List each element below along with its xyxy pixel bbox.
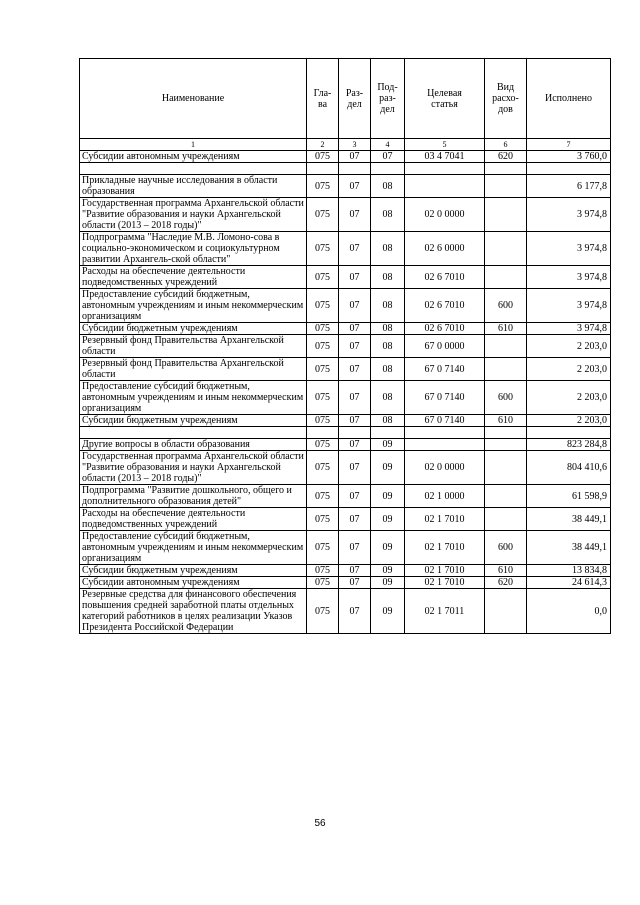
cell-name: Субсидии бюджетным учреждениям: [80, 415, 307, 427]
cell-name: Подпрограмма "Развитие дошкольного, общего и дополнительного образования детей": [80, 485, 307, 508]
cell-name: Субсидии бюджетным учреждениям: [80, 323, 307, 335]
cell-name: Резервный фонд Правительства Архангельской области: [80, 335, 307, 358]
cell-podrazdel: 08: [371, 198, 405, 232]
cell-vid: [485, 175, 527, 198]
cell-glava: 075: [307, 589, 339, 634]
table-row: [80, 323, 611, 335]
cell-vid: 620: [485, 577, 527, 589]
cell-stat: [405, 439, 485, 451]
table-row: [80, 565, 611, 577]
table-row: [80, 577, 611, 589]
cell-podrazdel: 09: [371, 565, 405, 577]
cell-glava: 075: [307, 323, 339, 335]
cell-name: Подпрограмма "Наследие М.В. Ломоно-сова в социально-экономическом и социокультурном развитии Архангель-ской области": [80, 232, 307, 266]
table-row: [80, 508, 611, 531]
cell-amount: 6 177,8: [527, 175, 611, 198]
cell-razdel: 07: [339, 485, 371, 508]
cell-stat: 02 1 7010: [405, 531, 485, 565]
cell-glava: 075: [307, 151, 339, 163]
spacer-cell: [339, 427, 371, 439]
cell-podrazdel: 08: [371, 335, 405, 358]
cell-razdel: 07: [339, 415, 371, 427]
cell-stat: 67 0 7140: [405, 381, 485, 415]
cell-vid: 610: [485, 415, 527, 427]
spacer-cell: [527, 427, 611, 439]
cell-amount: 3 974,8: [527, 198, 611, 232]
table-row: [80, 175, 611, 198]
cell-vid: 600: [485, 289, 527, 323]
cell-stat: [405, 175, 485, 198]
cell-razdel: 07: [339, 565, 371, 577]
table-row: [80, 485, 611, 508]
cell-amount: 2 203,0: [527, 335, 611, 358]
cell-amount: 3 760,0: [527, 151, 611, 163]
cell-name: Субсидии автономным учреждениям: [80, 577, 307, 589]
cell-vid: 610: [485, 565, 527, 577]
cell-vid: 610: [485, 323, 527, 335]
cell-name: Субсидии бюджетным учреждениям: [80, 565, 307, 577]
cell-stat: 02 1 7010: [405, 508, 485, 531]
table-row: [80, 358, 611, 381]
cell-glava: 075: [307, 531, 339, 565]
cell-name: Другие вопросы в области образования: [80, 439, 307, 451]
cell-stat: 02 1 7010: [405, 565, 485, 577]
table-row: [80, 335, 611, 358]
cell-amount: 38 449,1: [527, 531, 611, 565]
cell-amount: 38 449,1: [527, 508, 611, 531]
cell-stat: 02 6 7010: [405, 266, 485, 289]
cell-name: Резервный фонд Правительства Архангельской области: [80, 358, 307, 381]
cell-glava: 075: [307, 439, 339, 451]
cell-vid: [485, 232, 527, 266]
cell-vid: [485, 439, 527, 451]
cell-razdel: 07: [339, 451, 371, 485]
cell-amount: 2 203,0: [527, 381, 611, 415]
cell-vid: [485, 358, 527, 381]
cell-amount: 3 974,8: [527, 232, 611, 266]
table-row: [80, 439, 611, 451]
cell-podrazdel: 07: [371, 151, 405, 163]
cell-stat: 02 0 0000: [405, 451, 485, 485]
cell-name: Субсидии автономным учреждениям: [80, 151, 307, 163]
spacer-cell: [80, 427, 307, 439]
cell-razdel: 07: [339, 151, 371, 163]
cell-amount: 3 974,8: [527, 323, 611, 335]
cell-podrazdel: 09: [371, 577, 405, 589]
cell-vid: [485, 266, 527, 289]
cell-name: Государственная программа Архангельской области "Развитие образования и науки Архангельской области (2013 – 2018 годы)": [80, 451, 307, 485]
cell-glava: 075: [307, 266, 339, 289]
cell-amount: 61 598,9: [527, 485, 611, 508]
cell-razdel: 07: [339, 232, 371, 266]
spacer-cell: [405, 427, 485, 439]
table-row: [80, 531, 611, 565]
cell-amount: 3 974,8: [527, 289, 611, 323]
cell-razdel: 07: [339, 589, 371, 634]
spacer-cell: [80, 163, 307, 175]
cell-vid: 620: [485, 151, 527, 163]
cell-razdel: 07: [339, 266, 371, 289]
cell-amount: 13 834,8: [527, 565, 611, 577]
column-index: 1: [80, 139, 307, 151]
cell-podrazdel: 08: [371, 266, 405, 289]
cell-razdel: 07: [339, 577, 371, 589]
cell-name: Резервные средства для финансового обеспечения повышения средней заработной платы отдельных категорий работников в целях реализации Указов Президента Российской Федерации: [80, 589, 307, 634]
spacer-cell: [371, 427, 405, 439]
spacer-cell: [527, 163, 611, 175]
cell-glava: 075: [307, 415, 339, 427]
cell-name: Прикладные научные исследования в области образования: [80, 175, 307, 198]
cell-glava: 075: [307, 485, 339, 508]
cell-razdel: 07: [339, 198, 371, 232]
cell-podrazdel: 09: [371, 439, 405, 451]
cell-glava: 075: [307, 451, 339, 485]
cell-vid: [485, 335, 527, 358]
table-row: [80, 266, 611, 289]
cell-glava: 075: [307, 232, 339, 266]
spacer-cell: [371, 163, 405, 175]
column-index: 5: [405, 139, 485, 151]
header-name: Наименование: [80, 59, 307, 139]
cell-vid: [485, 451, 527, 485]
cell-name: Предоставление субсидий бюджетным, автономным учреждениям и иным некоммерческим организациям: [80, 381, 307, 415]
expenditure-table: [79, 58, 611, 634]
cell-razdel: 07: [339, 323, 371, 335]
cell-name: Расходы на обеспечение деятельности подведомственных учреждений: [80, 266, 307, 289]
cell-stat: 02 0 0000: [405, 198, 485, 232]
table-header-row: [80, 59, 611, 139]
cell-podrazdel: 09: [371, 508, 405, 531]
table-row: [80, 589, 611, 634]
cell-vid: [485, 198, 527, 232]
cell-podrazdel: 08: [371, 289, 405, 323]
cell-razdel: 07: [339, 175, 371, 198]
cell-razdel: 07: [339, 335, 371, 358]
page-number: 56: [314, 818, 326, 829]
cell-amount: 3 974,8: [527, 266, 611, 289]
cell-podrazdel: 08: [371, 175, 405, 198]
column-index-row: [80, 139, 611, 151]
cell-razdel: 07: [339, 439, 371, 451]
table-row: [80, 451, 611, 485]
column-index: 7: [527, 139, 611, 151]
cell-glava: 075: [307, 565, 339, 577]
cell-glava: 075: [307, 577, 339, 589]
spacer-cell: [485, 163, 527, 175]
cell-amount: 2 203,0: [527, 415, 611, 427]
cell-stat: 02 6 0000: [405, 232, 485, 266]
cell-name: Расходы на обеспечение деятельности подведомственных учреждений: [80, 508, 307, 531]
cell-razdel: 07: [339, 531, 371, 565]
header-isp: Исполнено: [527, 59, 611, 139]
cell-podrazdel: 08: [371, 232, 405, 266]
cell-amount: 804 410,6: [527, 451, 611, 485]
spacer-cell: [307, 163, 339, 175]
cell-amount: 24 614,3: [527, 577, 611, 589]
cell-stat: 03 4 7041: [405, 151, 485, 163]
document-page: [79, 58, 610, 634]
column-index: 3: [339, 139, 371, 151]
cell-glava: 075: [307, 358, 339, 381]
column-index: 6: [485, 139, 527, 151]
cell-podrazdel: 09: [371, 531, 405, 565]
cell-podrazdel: 08: [371, 358, 405, 381]
cell-glava: 075: [307, 381, 339, 415]
header-glava: Гла- ва: [307, 59, 339, 139]
cell-razdel: 07: [339, 289, 371, 323]
cell-stat: 02 1 0000: [405, 485, 485, 508]
cell-vid: [485, 485, 527, 508]
spacer-cell: [405, 163, 485, 175]
spacer-cell: [485, 427, 527, 439]
cell-podrazdel: 09: [371, 451, 405, 485]
cell-amount: 823 284,8: [527, 439, 611, 451]
table-spacer-row: [80, 163, 611, 175]
table-row: [80, 151, 611, 163]
cell-glava: 075: [307, 175, 339, 198]
spacer-cell: [307, 427, 339, 439]
cell-vid: [485, 589, 527, 634]
cell-vid: 600: [485, 531, 527, 565]
header-stat: Целевая статья: [405, 59, 485, 139]
cell-podrazdel: 09: [371, 485, 405, 508]
cell-podrazdel: 08: [371, 415, 405, 427]
cell-glava: 075: [307, 508, 339, 531]
cell-glava: 075: [307, 289, 339, 323]
column-index: 4: [371, 139, 405, 151]
header-razdel: Раз- дел: [339, 59, 371, 139]
cell-name: Предоставление субсидий бюджетным, автономным учреждениям и иным некоммерческим организациям: [80, 289, 307, 323]
table-spacer-row: [80, 427, 611, 439]
table-row: [80, 415, 611, 427]
cell-glava: 075: [307, 335, 339, 358]
spacer-cell: [339, 163, 371, 175]
header-podrazdel: Под- раз- дел: [371, 59, 405, 139]
cell-name: Предоставление субсидий бюджетным, автономным учреждениям и иным некоммерческим организациям: [80, 531, 307, 565]
cell-glava: 075: [307, 198, 339, 232]
cell-name: Государственная программа Архангельской области "Развитие образования и науки Архангельской области (2013 – 2018 годы)": [80, 198, 307, 232]
cell-razdel: 07: [339, 358, 371, 381]
table-body: [80, 151, 611, 634]
cell-vid: [485, 508, 527, 531]
table-row: [80, 232, 611, 266]
cell-stat: 02 1 7011: [405, 589, 485, 634]
cell-razdel: 07: [339, 381, 371, 415]
cell-stat: 67 0 0000: [405, 335, 485, 358]
cell-podrazdel: 08: [371, 381, 405, 415]
table-row: [80, 198, 611, 232]
header-vid: Вид расхо- дов: [485, 59, 527, 139]
cell-stat: 02 6 7010: [405, 289, 485, 323]
cell-stat: 02 6 7010: [405, 323, 485, 335]
cell-stat: 67 0 7140: [405, 415, 485, 427]
cell-amount: 0,0: [527, 589, 611, 634]
cell-vid: 600: [485, 381, 527, 415]
table-row: [80, 289, 611, 323]
cell-podrazdel: 09: [371, 589, 405, 634]
column-index: 2: [307, 139, 339, 151]
cell-stat: 02 1 7010: [405, 577, 485, 589]
cell-stat: 67 0 7140: [405, 358, 485, 381]
cell-podrazdel: 08: [371, 323, 405, 335]
table-row: [80, 381, 611, 415]
cell-razdel: 07: [339, 508, 371, 531]
cell-amount: 2 203,0: [527, 358, 611, 381]
